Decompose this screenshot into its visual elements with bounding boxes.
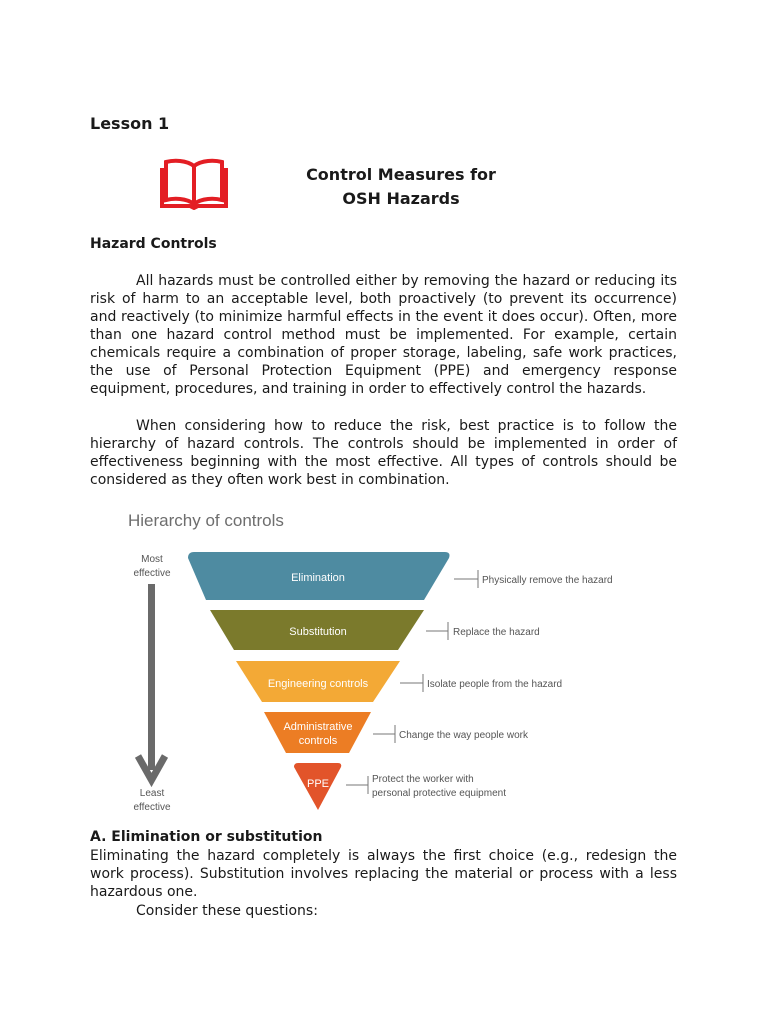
level-administrative	[264, 712, 371, 753]
most-effective-label-1: Most	[141, 554, 163, 565]
paragraph-elimination: Eliminating the hazard completely is always the first choice (e.g., redesign the work process). Substitution involves replacing the material or process with a less hazardous one.	[90, 848, 677, 900]
level-label-elimination: Elimination	[291, 572, 345, 584]
level-ppe	[294, 763, 341, 810]
level-elimination	[188, 552, 450, 600]
level-desc-administrative: Change the way people work	[399, 730, 528, 741]
least-effective-label-1: Least	[139, 788, 165, 799]
section-heading: Hazard Controls	[90, 236, 217, 252]
paragraph-hierarchy: When considering how to reduce the risk, best practice is to follow the hierarchy of hazard controls. The controls should be implemented in order of effectiveness beginning with the most effective. All types of controls should be considered as they often work best in combination.	[90, 418, 677, 488]
hierarchy-of-controls-figure	[118, 504, 638, 824]
level-engineering	[236, 661, 400, 702]
level-desc-ppe-1: Protect the worker with	[372, 774, 474, 785]
most-effective-label-2: effective	[133, 568, 171, 579]
subsection-heading: A. Elimination or substitution	[90, 829, 323, 845]
paragraph-hazard-controls: All hazards must be controlled either by removing the hazard or reducing its risk of harm to an acceptable level, both proactively (to prevent its occurrence) and reactively (to minimize harmful effects in the event it does occur). Often, more than one hazard control method must be implemented. For example, certain chemicals require a combination of proper storage, labeling, safe work practices, the use of Personal Protection Equipment (PPE) and emergency response equipment, procedures, and training in order to effectively control the hazards.	[90, 273, 677, 397]
level-desc-substitution: Replace the hazard	[453, 627, 540, 638]
level-label-engineering: Engineering controls	[267, 678, 369, 690]
consider-questions-text: Consider these questions:	[136, 903, 318, 919]
level-desc-elimination: Physically remove the hazard	[482, 575, 613, 586]
page-title-line-2: OSH Hazards	[342, 189, 460, 208]
level-substitution	[210, 610, 424, 650]
level-label-substitution: Substitution	[289, 626, 347, 638]
effectiveness-arrow	[138, 584, 165, 780]
level-desc-ppe-2: personal protective equipment	[372, 788, 506, 799]
page-title-line-1: Control Measures for	[306, 165, 496, 184]
open-book-icon	[160, 156, 228, 210]
level-desc-engineering: Isolate people from the hazard	[427, 679, 563, 690]
figure-title: Hierarchy of controls	[128, 511, 284, 530]
lesson-label: Lesson 1	[90, 114, 170, 133]
page-title	[290, 163, 512, 211]
level-label-administrative-1: Administrative	[283, 721, 353, 733]
level-label-administrative-2: controls	[298, 735, 338, 747]
level-label-ppe: PPE	[306, 778, 330, 790]
least-effective-label-2: effective	[133, 802, 171, 813]
